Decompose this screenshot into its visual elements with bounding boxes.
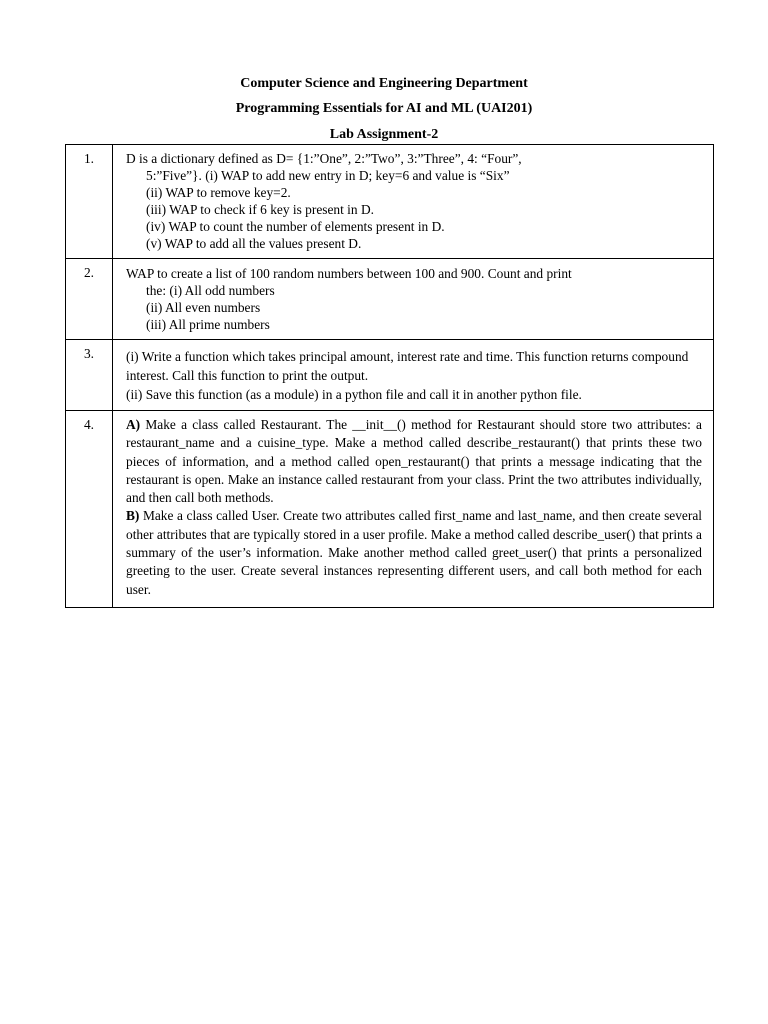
question-number: 4. (66, 411, 113, 608)
question-line: (ii) Save this function (as a module) in a python file and call it in another python file. (126, 387, 582, 402)
question-number: 2. (66, 259, 113, 340)
question-text (113, 145, 714, 259)
question-line: WAP to create a list of 100 random numbers between 100 and 900. Count and print (126, 266, 572, 281)
question-row-3 (66, 340, 714, 411)
question-row-4 (66, 411, 714, 608)
question-line: D is a dictionary defined as D= {1:”One”, 2:”Two”, 3:”Three”, 4: “Four”, (126, 151, 522, 166)
part-b (126, 507, 702, 598)
course-heading: Programming Essentials for AI and ML (UAI201) (235, 101, 533, 116)
question-row-2 (66, 259, 714, 340)
part-a (126, 416, 702, 507)
question-line: (ii) WAP to remove key=2. (146, 185, 291, 200)
part-b-label: B) (126, 508, 140, 524)
part-a-text: Make a class called Restaurant. The __init__() method for Restaurant should store two attributes: a restaurant_name and a cuisine_type. Make a method called describe_restaurant() that prints these two pieces of information, and a method called open_restaurant() that prints a message indicating that the restaurant is open. Make an instance called restaurant from your class. Print the two attributes individually, and then call both methods. (126, 417, 702, 506)
question-line: (v) WAP to add all the values present D. (146, 236, 362, 251)
questions-table (65, 144, 714, 608)
question-row-1 (66, 145, 714, 259)
question-line: (iii) WAP to check if 6 key is present in D. (146, 202, 374, 217)
assignment-heading: Lab Assignment-2 (329, 127, 439, 142)
question-line: (iii) All prime numbers (146, 317, 270, 332)
question-text (113, 340, 714, 411)
question-text (113, 411, 714, 608)
question-line: (i) Write a function which takes principal amount, interest rate and time. This function returns compound interest. Call this function to print the output. (126, 349, 689, 383)
question-line: the: (i) All odd numbers (146, 283, 275, 298)
question-line: 5:”Five”}. (i) WAP to add new entry in D; key=6 and value is “Six” (146, 168, 510, 183)
part-b-text: Make a class called User. Create two attributes called first_name and last_name, and then create several other attributes that are typically stored in a user profile. Make a method called describe_user() that prints a summary of the user’s information. Make another method called greet_user() that prints a personalized greeting to the user. Create several instances representing different users, and call both method for each user. (126, 508, 702, 597)
question-number: 1. (66, 145, 113, 259)
department-heading: Computer Science and Engineering Department (240, 76, 528, 91)
part-a-label: A) (126, 417, 141, 432)
question-text (113, 259, 714, 340)
question-number: 3. (66, 340, 113, 411)
question-line: (iv) WAP to count the number of elements present in D. (146, 219, 445, 234)
question-line: (ii) All even numbers (146, 300, 261, 315)
